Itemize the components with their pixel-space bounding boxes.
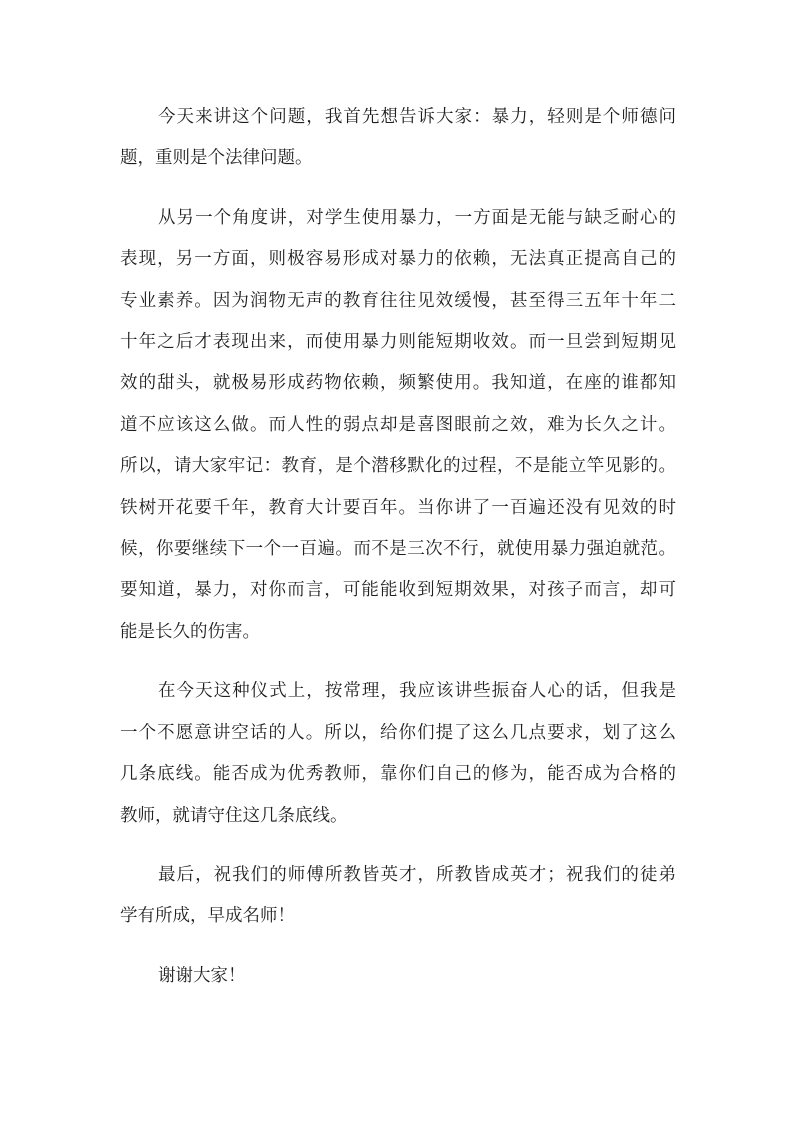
paragraph-line: 学有所成，早成名师！ bbox=[120, 906, 295, 927]
paragraph-line: 表现，另一方面，则极容易形成对暴力的依赖，无法真正提高自己的 bbox=[120, 249, 676, 270]
paragraph-line: 专业素养。因为润物无声的教育往往见效缓慢，甚至得三五年十年二 bbox=[120, 290, 676, 311]
paragraph-line: 今天来讲这个问题，我首先想告诉大家：暴力，轻则是个师德问 bbox=[158, 107, 676, 127]
paragraph-line: 效的甜头，就极易形成药物依赖，频繁使用。我知道，在座的谁都知 bbox=[120, 373, 676, 394]
paragraph-4 bbox=[120, 855, 676, 938]
paragraph-line: 候，你要继续下一个一百遍。而不是三次不行，就使用暴力强迫就范。 bbox=[120, 539, 676, 560]
paragraph-line: 所以，请大家牢记：教育，是个潜移默化的过程，不是能立竿见影的。 bbox=[120, 456, 676, 477]
paragraph-line: 十年之后才表现出来，而使用暴力则能短期收效。而一旦尝到短期见 bbox=[120, 332, 676, 353]
paragraph-line: 谢谢大家！ bbox=[158, 965, 246, 986]
paragraph-2 bbox=[120, 198, 676, 653]
paragraph-line: 从另一个角度讲，对学生使用暴力，一方面是无能与缺乏耐心的 bbox=[158, 207, 676, 228]
paragraph-line: 教师，就请守住这几条底线。 bbox=[120, 805, 348, 826]
paragraph-line: 能是长久的伤害。 bbox=[120, 621, 260, 642]
paragraph-line: 要知道，暴力，对你而言，可能能收到短期效果，对孩子而言，却可 bbox=[120, 580, 676, 601]
paragraph-line: 题，重则是个法律问题。 bbox=[120, 148, 313, 169]
paragraph-line: 最后，祝我们的师傅所教皆英才，所教皆成英才；祝我们的徒弟 bbox=[158, 864, 676, 885]
paragraph-line: 几条底线。能否成为优秀教师，靠你们自己的修为，能否成为合格的 bbox=[120, 764, 676, 785]
paragraph-3 bbox=[120, 671, 676, 837]
paragraph-1 bbox=[120, 97, 676, 180]
paragraph-5 bbox=[120, 956, 676, 997]
paragraph-line: 在今天这种仪式上，按常理，我应该讲些振奋人心的话，但我是 bbox=[158, 681, 676, 702]
paragraph-line: 道不应该这么做。而人性的弱点却是喜图眼前之效，难为长久之计。 bbox=[120, 414, 676, 435]
paragraph-line: 铁树开花要千年，教育大计要百年。当你讲了一百遍还没有见效的时 bbox=[120, 497, 676, 518]
paragraph-line: 一个不愿意讲空话的人。所以，给你们提了这么几点要求，划了这么 bbox=[120, 722, 676, 743]
